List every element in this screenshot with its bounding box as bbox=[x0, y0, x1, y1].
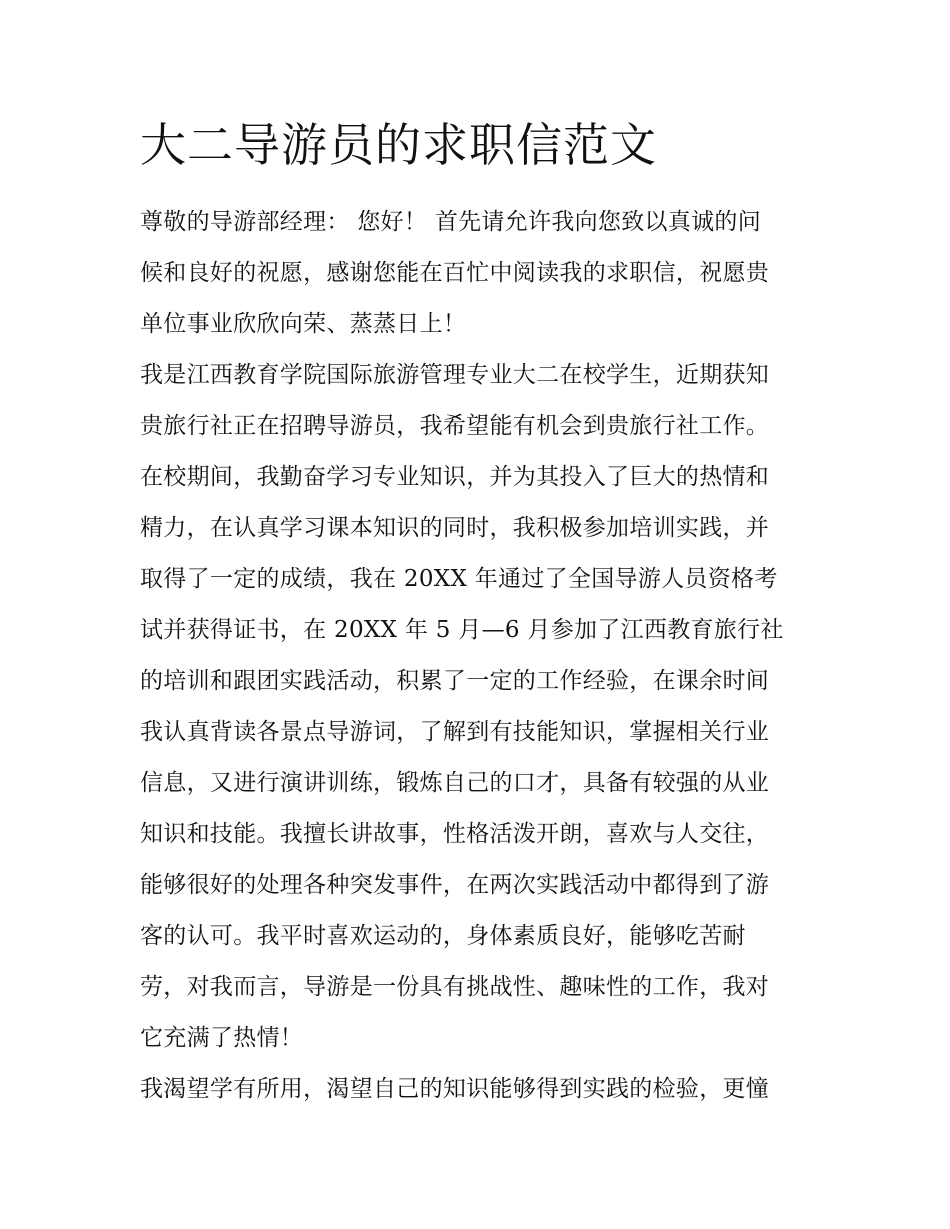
body-line: 我渴望学有所用，渴望自己的知识能够得到实践的检验，更憧 bbox=[140, 1076, 770, 1102]
body-line: 信息，又进行演讲训练，锻炼自己的口才，具备有较强的从业 bbox=[140, 770, 770, 796]
document-body bbox=[140, 197, 820, 1115]
body-line: 试并获得证书，在 20XX 年 5 月—6 月参加了江西教育旅行社 bbox=[140, 617, 784, 643]
body-line: 能够很好的处理各种突发事件，在两次实践活动中都得到了游 bbox=[140, 872, 770, 898]
body-line: 在校期间，我勤奋学习专业知识，并为其投入了巨大的热情和 bbox=[140, 464, 770, 490]
body-line: 知识和技能。我擅长讲故事，性格活泼开朗，喜欢与人交往， bbox=[140, 821, 770, 847]
body-line: 贵旅行社正在招聘导游员，我希望能有机会到贵旅行社工作。 bbox=[140, 413, 770, 439]
body-line: 我是江西教育学院国际旅游管理专业大二在校学生，近期获知 bbox=[140, 362, 770, 388]
body-line: 客的认可。我平时喜欢运动的，身体素质良好，能够吃苦耐 bbox=[140, 923, 746, 949]
body-line: 劳，对我而言，导游是一份具有挑战性、趣味性的工作，我对 bbox=[140, 974, 770, 1000]
body-line: 候和良好的祝愿，感谢您能在百忙中阅读我的求职信，祝愿贵 bbox=[140, 260, 770, 286]
body-line: 的培训和跟团实践活动，积累了一定的工作经验，在课余时间 bbox=[140, 668, 770, 694]
body-line: 尊敬的导游部经理： 您好！ 首先请允许我向您致以真诚的问 bbox=[140, 209, 762, 235]
body-line: 单位事业欣欣向荣、蒸蒸日上！ bbox=[140, 311, 467, 337]
document-title: 大二导游员的求职信范文 bbox=[140, 118, 657, 172]
body-line: 它充满了热情！ bbox=[140, 1025, 304, 1051]
body-line: 精力，在认真学习课本知识的同时，我积极参加培训实践，并 bbox=[140, 515, 770, 541]
body-line: 我认真背读各景点导游词，了解到有技能知识，掌握相关行业 bbox=[140, 719, 770, 745]
body-line: 取得了一定的成绩，我在 20XX 年通过了全国导游人员资格考 bbox=[140, 566, 778, 592]
